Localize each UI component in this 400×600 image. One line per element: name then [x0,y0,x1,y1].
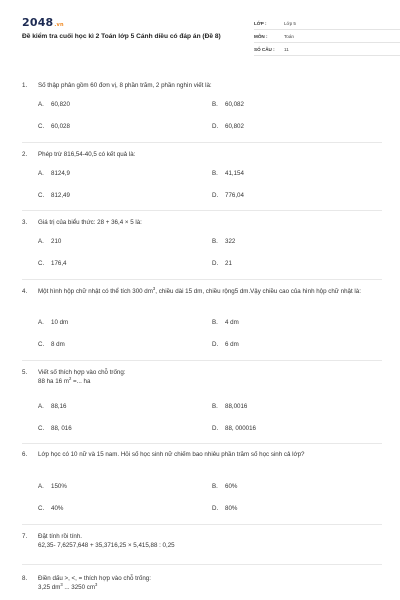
option-letter: A. [38,238,44,245]
option-text: 812,49 [51,192,70,199]
option-text: 322 [225,238,236,245]
option-letter: C. [38,341,45,348]
option-letter: D. [212,123,219,130]
question-3 [22,218,384,227]
divider [22,524,382,525]
option-text: 6 dm [225,341,239,348]
subtext-part: ... 3250 cm [62,584,96,591]
option-b[interactable] [212,237,235,246]
option-text: 60,082 [225,101,244,108]
option-text: 41,154 [225,170,244,177]
option-text: 60,820 [51,101,70,108]
question-text: Giá trị của biểu thức: 28 + 36,4 × 5 là: [38,219,142,226]
option-letter: B. [212,170,218,177]
question-text: Lớp học có 10 nữ và 15 nam. Hỏi số học sinh nữ chiếm bao nhiêu phần trăm số học sinh cả lớp? [38,451,305,458]
option-text: 60,028 [51,123,70,130]
page-title: Đề kiểm tra cuối học kì 2 Toán lớp 5 Cánh diều có đáp án (Đề 8) [22,33,221,40]
divider [22,360,382,361]
option-letter: A. [38,319,44,326]
option-letter: D. [212,260,219,267]
option-letter: C. [38,192,45,199]
superscript: 3 [95,581,98,587]
divider [22,279,382,280]
option-letter: C. [38,505,45,512]
document-header [22,16,382,62]
option-text: 210 [51,238,62,245]
question-number: 2. [22,151,28,158]
question-text: Đặt tính rồi tính. [38,533,83,540]
question-6 [22,450,384,459]
meta-value: 11 [284,46,289,52]
subtext-part: 3,25 dm [38,584,61,591]
question-text: Số thập phân gồm 60 đơn vị, 8 phần trăm, 2 phần nghìn viết là: [38,82,212,89]
option-letter: B. [212,238,218,245]
option-letter: D. [212,505,219,512]
option-text: 80% [225,505,238,512]
meta-key: SỐ CÂU : [254,46,275,52]
option-b[interactable] [212,100,244,109]
question-subtext [38,377,384,386]
question-number: 7. [22,533,28,540]
question-number: 8. [22,575,28,582]
option-letter: B. [212,403,218,410]
option-letter: B. [212,101,218,108]
option-a[interactable] [38,402,66,411]
question-number: 4. [22,288,28,295]
option-d[interactable] [212,340,239,349]
option-a[interactable] [38,318,68,327]
option-letter: A. [38,403,44,410]
option-text: 8124,9 [51,170,70,177]
option-c[interactable] [38,259,66,268]
option-d[interactable] [212,259,232,268]
option-d[interactable] [212,191,244,200]
option-letter: A. [38,101,44,108]
question-1 [22,81,384,90]
option-c[interactable] [38,504,63,513]
option-text: 88, 016 [51,425,72,432]
logo-suffix: .vn [54,22,64,28]
question-text: Phép trừ 816,54-40,5 có kết quả là: [38,151,136,158]
meta-key: LỚP : [254,20,267,26]
question-text: Viết số thích hợp vào chỗ trống: [38,369,126,376]
question-text [38,287,384,296]
question-7 [22,532,384,550]
meta-key: MÔN : [254,33,268,39]
divider [22,210,382,211]
option-text: 176,4 [51,260,67,267]
option-text: 60% [225,483,238,490]
subtext-part: 88 ha 16 m [38,378,69,385]
question-subtext [38,583,384,592]
site-logo[interactable] [22,16,64,29]
option-letter: C. [38,425,45,432]
question-number: 6. [22,451,28,458]
option-text: 10 dm [51,319,69,326]
option-a[interactable] [38,237,61,246]
meta-table [254,17,400,56]
option-letter: B. [212,483,218,490]
option-text: 21 [225,260,232,267]
question-number: 1. [22,82,28,89]
option-a[interactable] [38,482,67,491]
option-c[interactable] [38,340,65,349]
question-2 [22,150,384,159]
option-text: 88, 000016 [225,425,256,432]
option-a[interactable] [38,100,70,109]
option-c[interactable] [38,191,70,200]
option-d[interactable] [212,504,237,513]
option-d[interactable] [212,122,244,131]
meta-row-count [254,43,400,56]
meta-row-subject [254,30,400,43]
divider [22,564,382,565]
option-b[interactable] [212,482,237,491]
subtext-part: =... ha [71,378,91,385]
option-text: 8 dm [51,341,65,348]
logo-text: 2048 [22,16,54,29]
option-letter: D. [212,425,219,432]
superscript: 3 [152,285,156,291]
option-a[interactable] [38,169,70,178]
superscript: 2 [68,375,72,381]
option-text: 776,04 [225,192,244,199]
option-c[interactable] [38,424,72,433]
option-letter: A. [38,170,44,177]
option-letter: C. [38,123,45,130]
question-8 [22,574,384,592]
option-b[interactable] [212,318,239,327]
option-text: 60,802 [225,123,244,130]
question-5 [22,368,384,386]
option-letter: D. [212,341,219,348]
option-letter: C. [38,260,45,267]
superscript: 3 [60,581,63,587]
meta-row-class [254,17,400,30]
meta-value: Lớp 5 [284,20,296,26]
option-letter: D. [212,192,219,199]
option-d[interactable] [212,424,256,433]
divider [22,443,382,444]
question-number: 5. [22,369,28,376]
option-text: 4 dm [225,319,239,326]
option-c[interactable] [38,122,70,131]
question-text-part: , chiều dài 15 dm, chiều rộng5 dm.Vậy chiều cao của hình hộp chữ nhật là: [155,288,361,295]
question-subtext: 62,35- 7,6257,648 + 35,3716,25 × 5,415,88 : 0,25 [38,542,175,549]
question-text: Điền dấu >, <, = thích hợp vào chỗ trống: [38,575,151,582]
option-letter: B. [212,319,218,326]
option-text: 88,16 [51,403,67,410]
question-text-part: Một hình hộp chữ nhật có thể tích 300 dm [38,288,153,295]
option-letter: A. [38,483,44,490]
option-text: 150% [51,483,67,490]
question-4 [22,287,384,296]
question-number: 3. [22,219,28,226]
option-b[interactable] [212,169,244,178]
option-b[interactable] [212,402,247,411]
option-text: 88,0016 [225,403,248,410]
option-text: 40% [51,505,64,512]
divider [22,142,382,143]
meta-value: Toán [284,33,294,39]
